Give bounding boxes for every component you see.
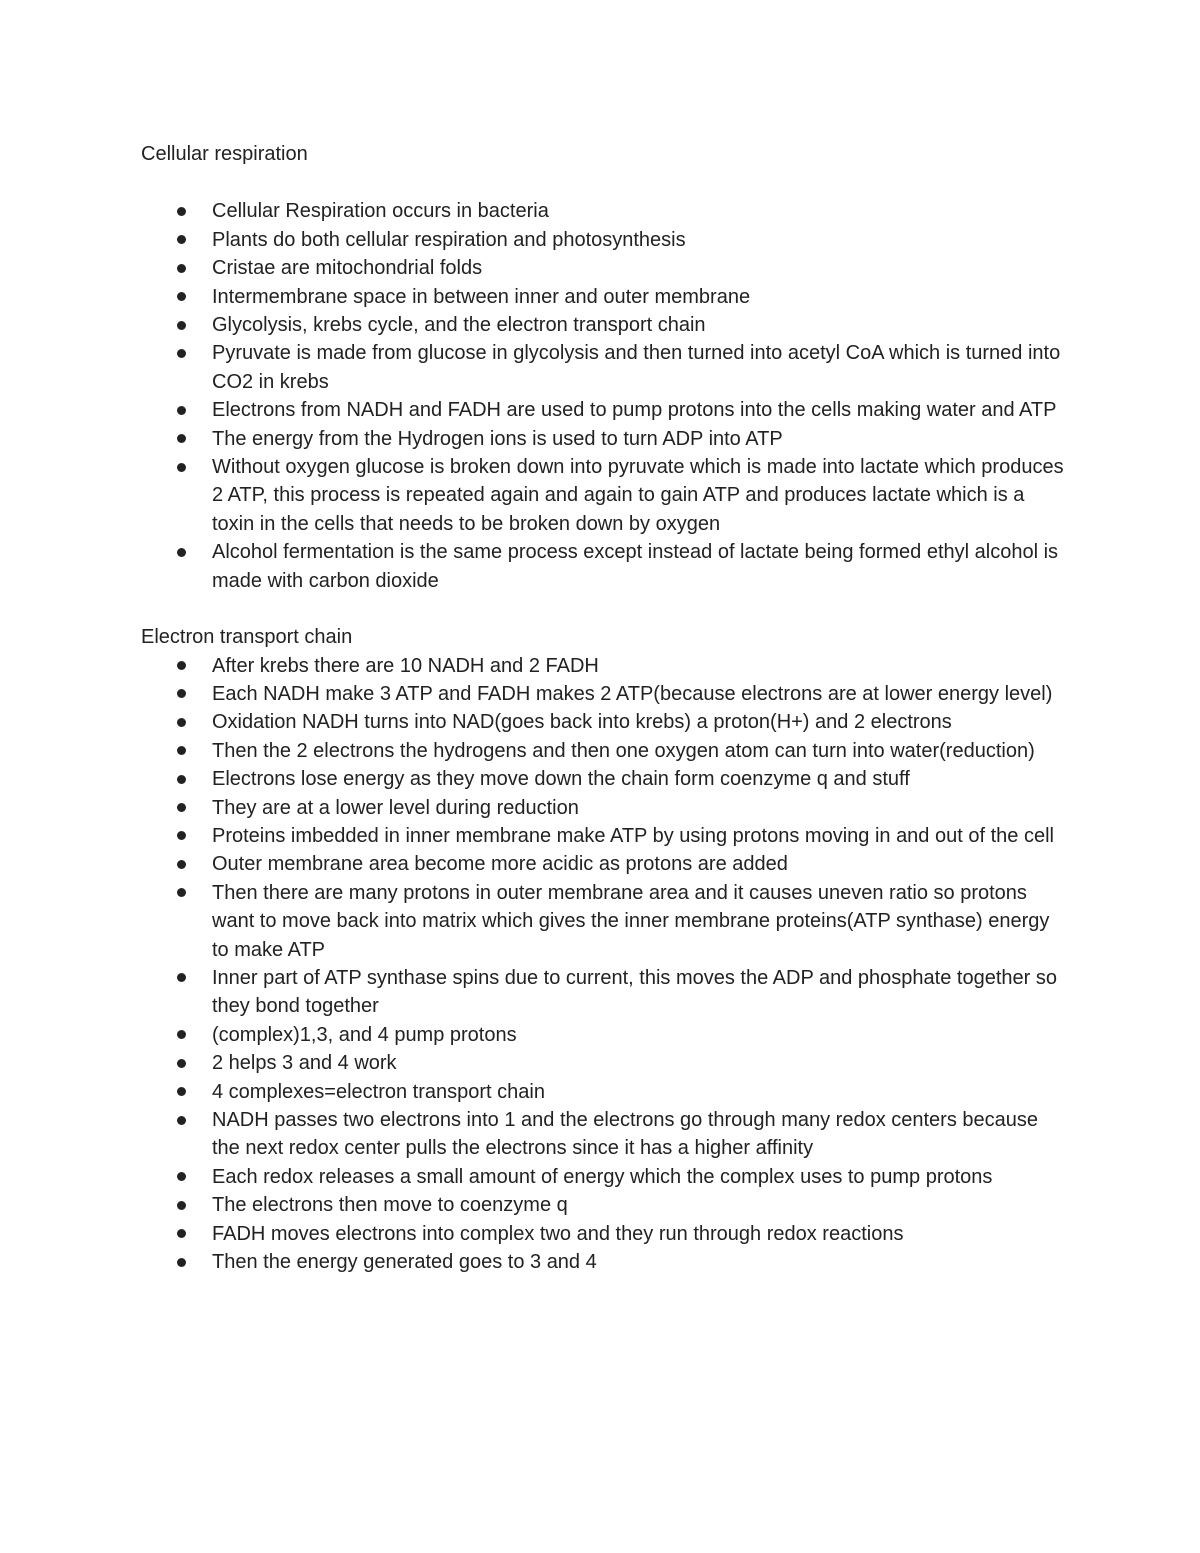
list-item-text: Alcohol fermentation is the same process except instead of lactate being formed ethyl alcohol is made with carbon dioxide xyxy=(212,541,1059,592)
list-item xyxy=(141,339,1071,396)
list-item xyxy=(141,1106,1071,1163)
bullet-dot-icon xyxy=(177,973,186,982)
list-item xyxy=(141,1049,1071,1077)
list-item xyxy=(141,396,1071,424)
list-item-text: Each redox releases a small amount of energy which the complex uses to pump protons xyxy=(212,1165,993,1188)
list-item-text: Then the 2 electrons the hydrogens and then one oxygen atom can turn into water(reduction) xyxy=(212,739,1035,762)
list-item xyxy=(141,850,1071,878)
list-item xyxy=(141,538,1071,595)
bullet-dot-icon xyxy=(177,746,186,755)
list-item xyxy=(141,425,1071,453)
list-item-text: Inner part of ATP synthase spins due to current, this moves the ADP and phosphate together so they bond together xyxy=(212,966,1057,1018)
bullet-list-electron-transport-chain xyxy=(141,652,1071,1277)
bullet-dot-icon xyxy=(177,831,186,840)
list-item xyxy=(141,197,1071,225)
list-item xyxy=(141,1078,1071,1106)
bullet-dot-icon xyxy=(177,888,186,897)
bullet-dot-icon xyxy=(177,548,186,557)
bullet-dot-icon xyxy=(177,406,186,415)
list-item xyxy=(141,453,1071,538)
document-body xyxy=(141,140,1071,1276)
bullet-dot-icon xyxy=(177,349,186,358)
bullet-dot-icon xyxy=(177,1030,186,1039)
bullet-dot-icon xyxy=(177,235,186,244)
list-item-text: Proteins imbedded in inner membrane make ATP by using protons moving in and out of the cell xyxy=(212,824,1054,847)
list-item-text: Then the energy generated goes to 3 and 4 xyxy=(212,1251,597,1274)
list-item-text: FADH moves electrons into complex two and they run through redox reactions xyxy=(212,1222,904,1245)
list-item-text: Plants do both cellular respiration and photosynthesis xyxy=(212,228,686,251)
list-item xyxy=(141,652,1071,680)
list-item xyxy=(141,794,1071,822)
list-item xyxy=(141,311,1071,339)
list-item xyxy=(141,1248,1071,1276)
list-item xyxy=(141,1163,1071,1191)
list-item-text: 2 helps 3 and 4 work xyxy=(212,1052,397,1075)
bullet-dot-icon xyxy=(177,321,186,330)
list-item xyxy=(141,254,1071,282)
bullet-dot-icon xyxy=(177,661,186,670)
list-item-text: (complex)1,3, and 4 pump protons xyxy=(212,1023,517,1046)
list-item-text: Oxidation NADH turns into NAD(goes back into krebs) a proton(H+) and 2 electrons xyxy=(212,711,952,734)
list-item xyxy=(141,822,1071,850)
bullet-dot-icon xyxy=(177,1201,186,1210)
list-item-text: The energy from the Hydrogen ions is used to turn ADP into ATP xyxy=(212,427,783,450)
list-item xyxy=(141,879,1071,964)
list-item-text: Electrons from NADH and FADH are used to pump protons into the cells making water and ATP xyxy=(212,399,1057,422)
list-item-text: Intermembrane space in between inner and outer membrane xyxy=(212,285,751,308)
list-item-text: Each NADH make 3 ATP and FADH makes 2 ATP(because electrons are at lower energy level) xyxy=(212,682,1053,705)
bullet-dot-icon xyxy=(177,1087,186,1096)
bullet-dot-icon xyxy=(177,689,186,698)
bullet-dot-icon xyxy=(177,463,186,472)
bullet-dot-icon xyxy=(177,803,186,812)
list-item xyxy=(141,737,1071,765)
list-item-text: Cristae are mitochondrial folds xyxy=(212,257,483,280)
list-item-text: Cellular Respiration occurs in bacteria xyxy=(212,200,549,223)
list-item xyxy=(141,1220,1071,1248)
bullet-dot-icon xyxy=(177,1229,186,1238)
list-item-text: Glycolysis, krebs cycle, and the electron transport chain xyxy=(212,314,706,337)
list-item xyxy=(141,708,1071,736)
list-item xyxy=(141,964,1071,1021)
list-item-text: Pyruvate is made from glucose in glycolysis and then turned into acetyl CoA which is turned into CO2 in krebs xyxy=(212,342,1061,393)
list-item xyxy=(141,226,1071,254)
list-item xyxy=(141,680,1071,708)
bullet-dot-icon xyxy=(177,860,186,869)
bullet-dot-icon xyxy=(177,1258,186,1267)
bullet-dot-icon xyxy=(177,775,186,784)
list-item-text: They are at a lower level during reduction xyxy=(212,796,579,819)
list-item xyxy=(141,1021,1071,1049)
list-item-text: NADH passes two electrons into 1 and the electrons go through many redox centers because the next redox center pulls the electrons since it has a higher affinity xyxy=(212,1109,1039,1160)
bullet-dot-icon xyxy=(177,434,186,443)
bullet-list-cellular-respiration xyxy=(141,197,1071,595)
bullet-dot-icon xyxy=(177,718,186,727)
bullet-dot-icon xyxy=(177,292,186,301)
list-item xyxy=(141,765,1071,793)
list-item-text: Electrons lose energy as they move down the chain form coenzyme q and stuff xyxy=(212,768,910,791)
list-item xyxy=(141,1191,1071,1219)
bullet-dot-icon xyxy=(177,264,186,273)
bullet-dot-icon xyxy=(177,1116,186,1125)
list-item-text: Without oxygen glucose is broken down into pyruvate which is made into lactate which produces 2 ATP, this process is repeated again and again to gain ATP and produces lactate which is a toxin in the cells that needs to be broken down by oxygen xyxy=(212,456,1064,535)
section-heading-cellular-respiration: Cellular respiration xyxy=(141,143,308,165)
list-item-text: Outer membrane area become more acidic as protons are added xyxy=(212,853,788,876)
list-item-text: 4 complexes=electron transport chain xyxy=(212,1080,545,1103)
section-heading-electron-transport-chain: Electron transport chain xyxy=(141,626,353,649)
list-item xyxy=(141,283,1071,311)
list-item-text: The electrons then move to coenzyme q xyxy=(212,1194,568,1217)
list-item-text: After krebs there are 10 NADH and 2 FADH xyxy=(212,654,599,677)
bullet-dot-icon xyxy=(177,207,186,216)
list-item-text: Then there are many protons in outer membrane area and it causes uneven ratio so protons want to move back into matrix which gives the inner membrane proteins(ATP synthase) energy to make ATP xyxy=(212,881,1050,961)
bullet-dot-icon xyxy=(177,1059,186,1068)
bullet-dot-icon xyxy=(177,1172,186,1181)
